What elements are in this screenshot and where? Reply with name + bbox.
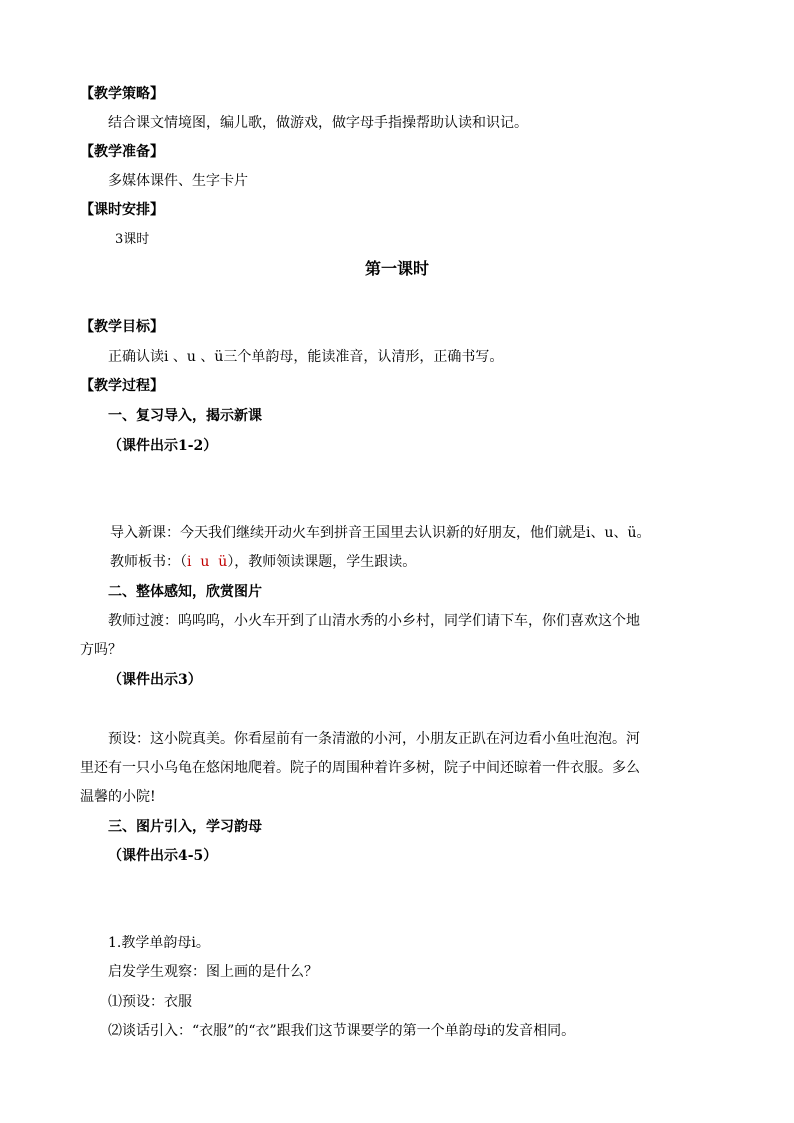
part3-courseware: （课件出示4-5） (108, 848, 218, 864)
lesson-title: 第一课时 (364, 259, 429, 278)
part3-sub1: ⑴预设：衣服 (108, 994, 192, 1010)
part2-transition-line2: 方吗？ (80, 642, 122, 658)
board-suffix: ），教师领读课题，学生跟读。 (227, 554, 417, 570)
part3-title: 三、图片引入，学习韵母 (108, 819, 262, 835)
part2-transition-line1: 教师过渡：呜呜呜，小火车开到了山清水秀的小乡村，同学们请下车，你们喜欢这个地 (108, 613, 640, 629)
part3-sub2: ⑵谈话引入：“衣服”的“衣”跟我们这节课要学的第一个单韵母i的发音相同。 (108, 1023, 576, 1039)
board-prefix: 教师板书：（ (110, 554, 187, 570)
objective-heading: 【教学目标】 (80, 319, 164, 335)
part1-courseware: （课件出示1-2） (108, 438, 218, 454)
part2-preset-line3: 温馨的小院! (80, 789, 156, 805)
part2-preset-line1: 预设：这小院真美。你看屋前有一条清澈的小河，小朋友正趴在河边看小鱼吐泡泡。河 (108, 731, 640, 747)
part2-courseware: （课件出示3） (108, 672, 202, 688)
part2-title: 二、整体感知，欣赏图片 (108, 584, 262, 600)
schedule-text: 3课时 (115, 232, 150, 247)
board-letters: i u ü (187, 554, 228, 570)
strategy-text: 结合课文情境图，编儿歌，做游戏，做字母手指操帮助认读和识记。 (108, 115, 528, 131)
part1-title: 一、复习导入，揭示新课 (108, 408, 262, 424)
schedule-heading: 【课时安排】 (80, 202, 164, 218)
objective-text: 正确认读i 、u 、ü三个单韵母，能读准音，认清形，正确书写。 (108, 349, 504, 365)
process-heading: 【教学过程】 (80, 378, 164, 394)
part3-observe: 启发学生观察：图上画的是什么？ (108, 964, 318, 980)
strategy-heading: 【教学策略】 (80, 86, 164, 102)
part1-intro: 导入新课：今天我们继续开动火车到拼音王国里去认识新的好朋友，他们就是i、u、ü。 (110, 525, 651, 541)
preparation-text: 多媒体课件、生字卡片 (108, 173, 248, 189)
part3-item1: 1.教学单韵母i。 (108, 935, 210, 951)
part2-preset-line2: 里还有一只小乌龟在悠闲地爬着。院子的周围种着许多树，院子中间还晾着一件衣服。多么 (80, 760, 640, 776)
preparation-heading: 【教学准备】 (80, 144, 164, 160)
part1-board (110, 552, 416, 572)
